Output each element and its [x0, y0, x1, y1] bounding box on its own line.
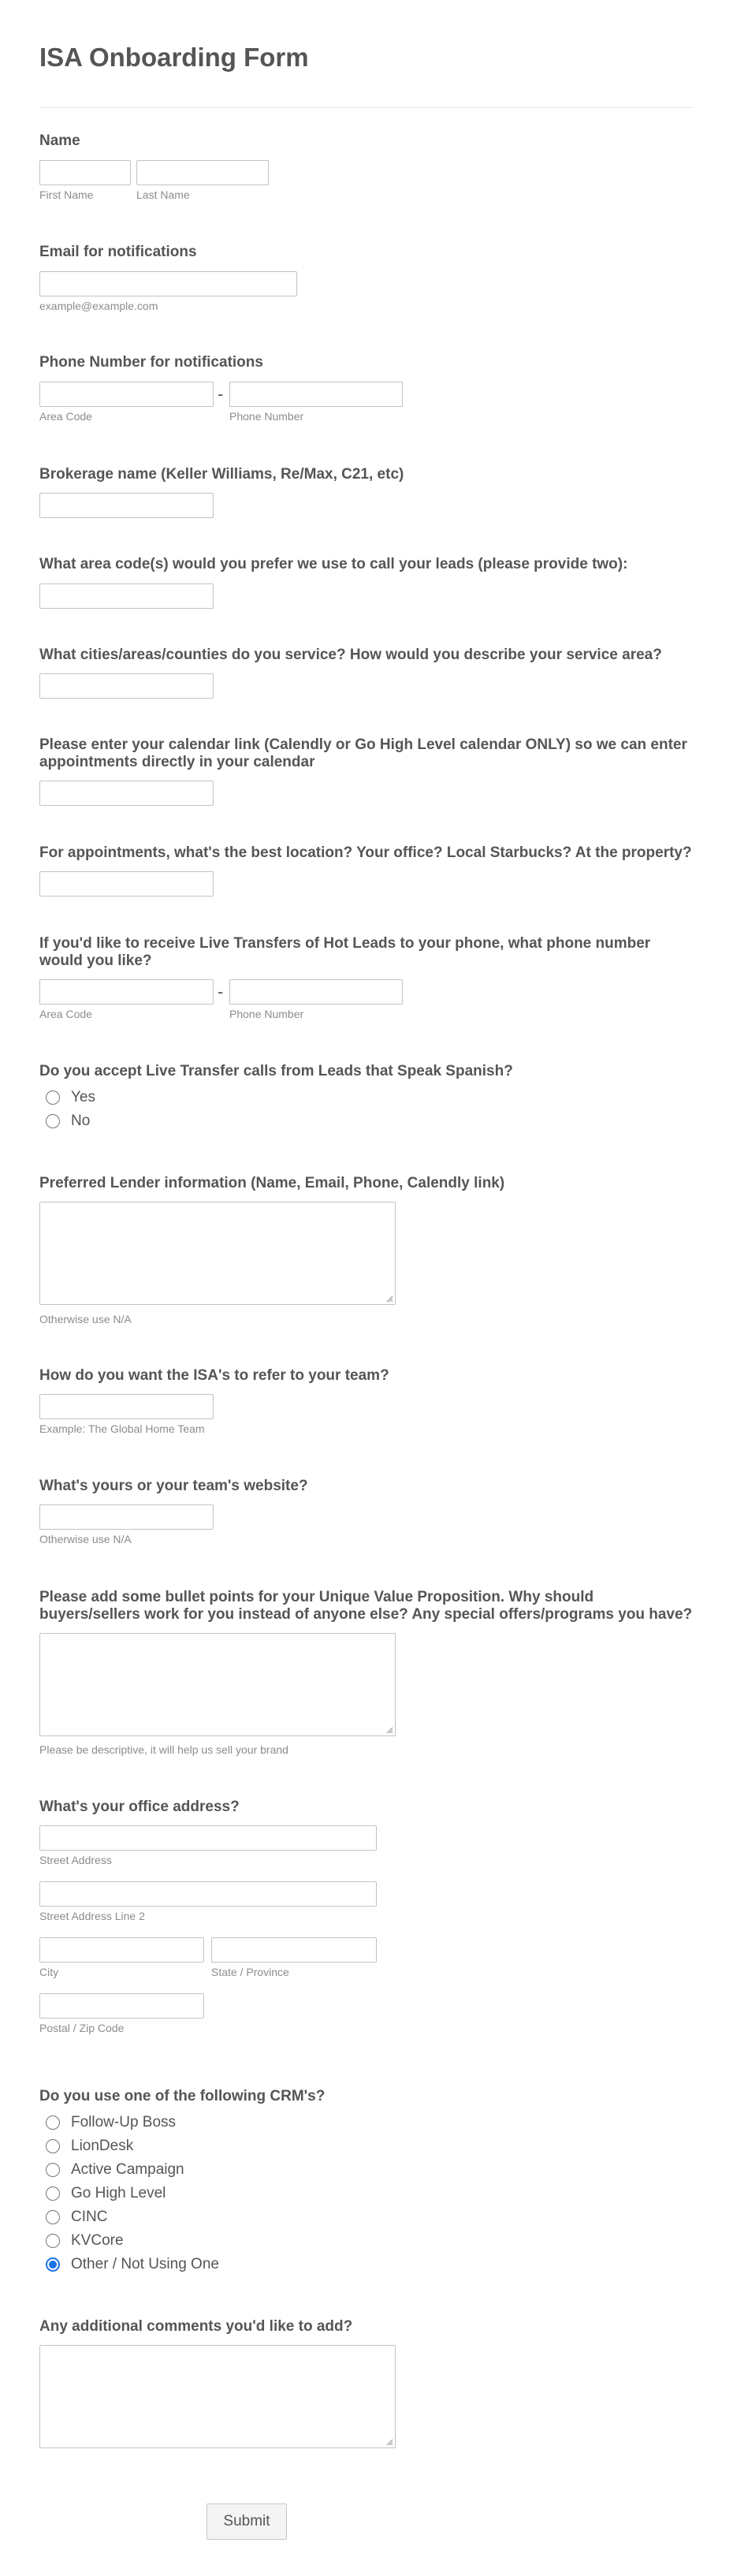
phone-label: Phone Number for notifications: [39, 354, 263, 371]
street-address-input[interactable]: [39, 1825, 377, 1851]
state-sub: State / Province: [211, 1966, 289, 1978]
website-input[interactable]: [39, 1504, 214, 1530]
live-transfer-separator: -: [218, 982, 224, 1001]
email-sub: example@example.com: [39, 300, 158, 312]
name-label: Name: [39, 132, 80, 149]
brokerage-input[interactable]: [39, 493, 214, 518]
lender-sub: Otherwise use N/A: [39, 1313, 132, 1325]
brokerage-label: Brokerage name (Keller Williams, Re/Max, C21, etc): [39, 466, 404, 483]
crm-option[interactable]: [46, 2160, 184, 2179]
uvp-textarea[interactable]: [39, 1633, 396, 1736]
radio-label: KVCore: [71, 2232, 124, 2249]
phone-area-code-input[interactable]: [39, 382, 214, 407]
radio-button[interactable]: [46, 2116, 60, 2130]
crm-option[interactable]: [46, 2184, 166, 2203]
calendar-label: Please enter your calendar link (Calendly or Go High Level calendar ONLY) so we can enter appointments directly in your calendar: [39, 736, 687, 770]
refer-sub: Example: The Global Home Team: [39, 1422, 205, 1435]
radio-label: Other / Not Using One: [71, 2256, 219, 2272]
phone-area-code-sub: Area Code: [39, 410, 92, 423]
live-transfer-area-code-input[interactable]: [39, 979, 214, 1005]
street-address-sub: Street Address: [39, 1854, 112, 1866]
live-transfer-area-code-sub: Area Code: [39, 1008, 92, 1020]
crm-option[interactable]: [46, 2231, 124, 2250]
title-divider: [39, 107, 694, 108]
spanish-label: Do you accept Live Transfer calls from Leads that Speak Spanish?: [39, 1063, 513, 1079]
last-name-sub: Last Name: [136, 188, 190, 201]
lender-textarea[interactable]: [39, 1202, 396, 1305]
radio-button-checked[interactable]: [46, 2257, 60, 2272]
radio-label: Follow-Up Boss: [71, 2114, 177, 2131]
zip-input[interactable]: [39, 1993, 204, 2019]
state-input[interactable]: [211, 1937, 377, 1963]
radio-button[interactable]: [46, 2186, 60, 2201]
street-address-2-sub: Street Address Line 2: [39, 1910, 145, 1922]
radio-label: Go High Level: [71, 2185, 166, 2201]
lender-label: Preferred Lender information (Name, Email, Phone, Calendly link): [39, 1175, 505, 1191]
radio-label: LionDesk: [71, 2138, 134, 2154]
cities-input[interactable]: [39, 673, 214, 699]
comments-label: Any additional comments you'd like to add?: [39, 2318, 353, 2335]
radio-button[interactable]: [46, 2139, 60, 2153]
radio-button[interactable]: [46, 2234, 60, 2248]
calendar-input[interactable]: [39, 781, 214, 806]
area-codes-label: What area code(s) would you prefer we use to call your leads (please provide two):: [39, 556, 628, 572]
phone-number-sub: Phone Number: [229, 410, 304, 423]
form-title: ISA Onboarding Form: [39, 43, 309, 72]
spanish-option-no[interactable]: [46, 1112, 90, 1131]
live-transfer-label: If you'd like to receive Live Transfers of Hot Leads to your phone, what phone number would you like?: [39, 935, 651, 969]
cities-label: What cities/areas/counties do you service? How would you describe your service area?: [39, 647, 662, 663]
website-sub: Otherwise use N/A: [39, 1533, 132, 1545]
resize-grip-icon[interactable]: [385, 2438, 393, 2446]
phone-number-input[interactable]: [229, 382, 403, 407]
live-transfer-number-sub: Phone Number: [229, 1008, 304, 1020]
address-label: What's your office address?: [39, 1799, 240, 1815]
submit-button[interactable]: Submit: [207, 2503, 287, 2540]
website-label: What's yours or your team's website?: [39, 1478, 308, 1494]
email-input[interactable]: [39, 271, 297, 296]
crm-option[interactable]: [46, 2208, 107, 2227]
refer-label: How do you want the ISA's to refer to your team?: [39, 1367, 389, 1384]
radio-label: CINC: [71, 2209, 108, 2225]
phone-separator: -: [218, 384, 224, 404]
first-name-sub: First Name: [39, 188, 94, 201]
uvp-sub: Please be descriptive, it will help us sell your brand: [39, 1743, 288, 1756]
comments-textarea[interactable]: [39, 2345, 396, 2448]
area-codes-input[interactable]: [39, 583, 214, 609]
crm-option-selected[interactable]: [46, 2255, 219, 2274]
radio-button[interactable]: [46, 2210, 60, 2224]
location-input[interactable]: [39, 871, 214, 897]
location-label: For appointments, what's the best location? Your office? Local Starbucks? At the property?: [39, 844, 692, 861]
crm-label: Do you use one of the following CRM's?: [39, 2088, 326, 2104]
crm-option[interactable]: [46, 2113, 176, 2132]
radio-label: Yes: [71, 1089, 95, 1105]
city-input[interactable]: [39, 1937, 204, 1963]
spanish-option-yes[interactable]: [46, 1088, 95, 1107]
radio-label: Active Campaign: [71, 2161, 184, 2178]
uvp-label: Please add some bullet points for your Unique Value Proposition. Why should buyers/sellers work for you instead of anyone else? Any special offers/programs you have?: [39, 1589, 693, 1623]
radio-button[interactable]: [46, 1090, 60, 1105]
zip-sub: Postal / Zip Code: [39, 2022, 125, 2034]
street-address-2-input[interactable]: [39, 1881, 377, 1907]
radio-label: No: [71, 1113, 91, 1129]
city-sub: City: [39, 1966, 59, 1978]
crm-option[interactable]: [46, 2137, 133, 2156]
resize-grip-icon[interactable]: [385, 1295, 393, 1303]
resize-grip-icon[interactable]: [385, 1726, 393, 1734]
email-label: Email for notifications: [39, 244, 197, 260]
live-transfer-number-input[interactable]: [229, 979, 403, 1005]
refer-input[interactable]: [39, 1394, 214, 1419]
first-name-input[interactable]: [39, 160, 131, 185]
last-name-input[interactable]: [136, 160, 269, 185]
radio-button[interactable]: [46, 1114, 60, 1128]
radio-button[interactable]: [46, 2163, 60, 2177]
